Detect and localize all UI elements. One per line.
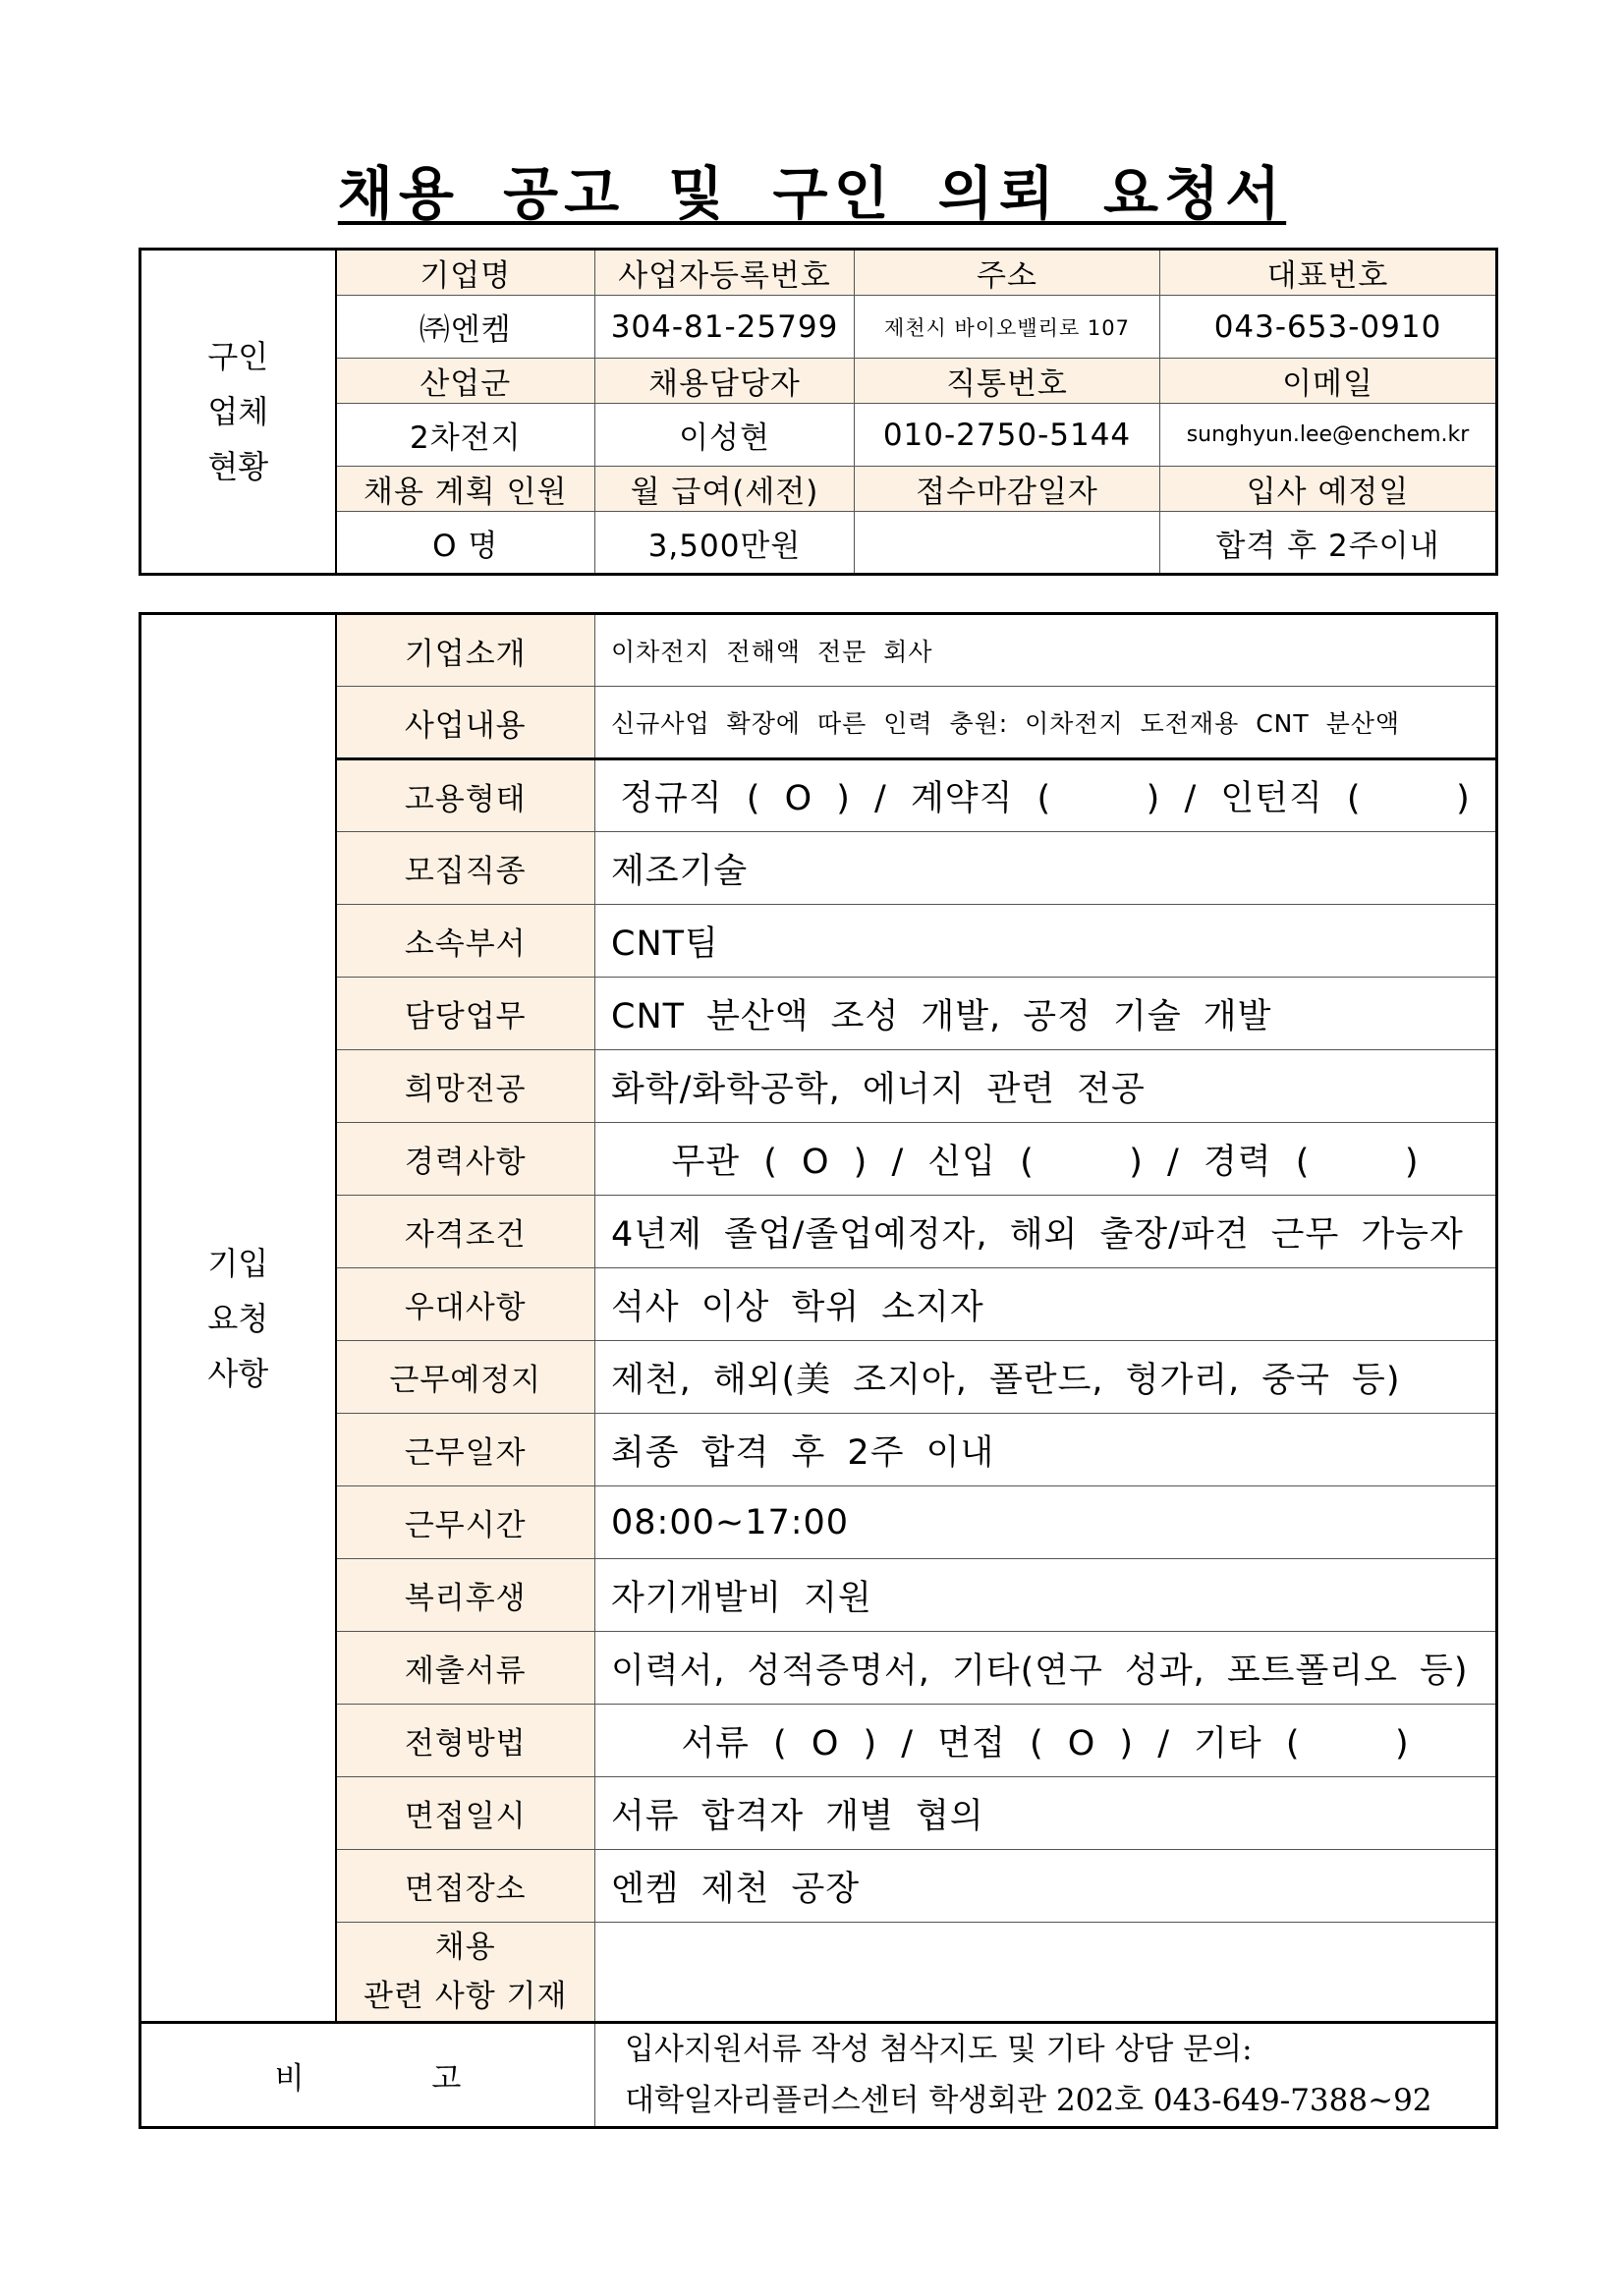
header-main-phone: 대표번호	[1160, 250, 1497, 296]
remarks-line: 입사지원서류 작성 첨삭지도 및 기타 상담 문의:	[625, 2032, 1253, 2067]
value-address: 제천시 바이오밸리로 107	[855, 296, 1160, 359]
row-value-department: CNT팀	[595, 905, 1497, 978]
row-label-work-start: 근무일자	[336, 1414, 595, 1486]
value-direct-phone: 010-2750-5144	[855, 404, 1160, 467]
value-monthly-salary: 3,500만원	[595, 512, 855, 575]
header-address: 주소	[855, 250, 1160, 296]
company-section-label	[140, 250, 336, 575]
row-label-work-location: 근무예정지	[336, 1341, 595, 1414]
request-details-table	[139, 612, 1498, 2129]
header-industry: 산업군	[336, 359, 595, 404]
header-business-number: 사업자등록번호	[595, 250, 855, 296]
row-label-benefits: 복리후생	[336, 1559, 595, 1632]
row-label-duties: 담당업무	[336, 978, 595, 1050]
header-recruiter: 채용담당자	[595, 359, 855, 404]
header-start-date: 입사 예정일	[1160, 467, 1497, 512]
row-value-preferences: 석사 이상 학위 소지자	[595, 1268, 1497, 1341]
row-label-business: 사업내용	[336, 687, 595, 759]
row-value-company-intro: 이차전지 전해액 전문 회사	[595, 614, 1497, 687]
value-business-number: 304-81-25799	[595, 296, 855, 359]
row-value-interview-date: 서류 합격자 개별 협의	[595, 1777, 1497, 1850]
company-section-label-line: 구인	[207, 338, 269, 375]
request-section-label-line: 요청	[207, 1299, 269, 1337]
document-title-text: 채용 공고 및 구인 의뢰 요청서	[337, 160, 1287, 227]
value-application-deadline	[855, 512, 1160, 575]
row-value-selection-method: 서류 ( O ) / 면접 ( O ) / 기타 ( )	[595, 1705, 1497, 1777]
value-start-date: 합격 후 2주이내	[1160, 512, 1497, 575]
value-industry: 2차전지	[336, 404, 595, 467]
header-email: 이메일	[1160, 359, 1497, 404]
row-value-experience: 무관 ( O ) / 신입 ( ) / 경력 ( )	[595, 1123, 1497, 1196]
remarks-value	[595, 2023, 1497, 2128]
document-title	[0, 147, 1624, 230]
row-value-benefits: 자기개발비 지원	[595, 1559, 1497, 1632]
row-value-employment-type: 정규직 ( O ) / 계약직 ( ) / 인턴직 ( )	[595, 759, 1497, 832]
row-label-selection-method: 전형방법	[336, 1705, 595, 1777]
row-label-job-category: 모집직종	[336, 832, 595, 905]
row-value-business: 신규사업 확장에 따른 인력 충원: 이차전지 도전재용 CNT 분산액	[595, 687, 1497, 759]
row-value-work-start: 최종 합격 후 2주 이내	[595, 1414, 1497, 1486]
value-hiring-count: O 명	[336, 512, 595, 575]
company-section-label-line: 현황	[207, 448, 269, 485]
company-section-label-line: 업체	[207, 393, 269, 430]
row-value-work-location: 제천, 해외(美 조지아, 폴란드, 헝가리, 중국 등)	[595, 1341, 1497, 1414]
row-label-interview-date: 면접일시	[336, 1777, 595, 1850]
header-hiring-count: 채용 계획 인원	[336, 467, 595, 512]
remarks-line: 대학일자리플러스센터 학생회관 202호 043-649-7388~92	[625, 2083, 1432, 2118]
row-value-interview-place: 엔켐 제천 공장	[595, 1850, 1497, 1923]
row-value-duties: CNT 분산액 조성 개발, 공정 기술 개발	[595, 978, 1497, 1050]
row-label-extra-notes	[336, 1923, 595, 2023]
row-label-employment-type: 고용형태	[336, 759, 595, 832]
row-value-work-hours: 08:00~17:00	[595, 1486, 1497, 1559]
row-label-extra-notes-line: 관련 사항 기재	[364, 1979, 568, 2014]
row-label-interview-place: 면접장소	[336, 1850, 595, 1923]
request-section-label	[140, 614, 336, 2023]
row-label-company-intro: 기업소개	[336, 614, 595, 687]
row-label-qualifications: 자격조건	[336, 1196, 595, 1268]
row-label-extra-notes-line: 채용	[434, 1930, 496, 1965]
row-label-documents: 제출서류	[336, 1632, 595, 1705]
row-value-documents: 이력서, 성적증명서, 기타(연구 성과, 포트폴리오 등)	[595, 1632, 1497, 1705]
header-application-deadline: 접수마감일자	[855, 467, 1160, 512]
value-email[interactable]: sunghyun.lee@enchem.kr	[1160, 404, 1497, 467]
value-company-name: ㈜엔켐	[336, 296, 595, 359]
row-label-preferred-major: 희망전공	[336, 1050, 595, 1123]
row-value-qualifications: 4년제 졸업/졸업예정자, 해외 출장/파견 근무 가능자	[595, 1196, 1497, 1268]
header-company-name: 기업명	[336, 250, 595, 296]
row-label-work-hours: 근무시간	[336, 1486, 595, 1559]
row-value-preferred-major: 화학/화학공학, 에너지 관련 전공	[595, 1050, 1497, 1123]
value-recruiter: 이성현	[595, 404, 855, 467]
row-value-extra-notes	[595, 1923, 1497, 2023]
request-section-label-line: 기입	[207, 1244, 269, 1282]
value-main-phone: 043-653-0910	[1160, 296, 1497, 359]
row-label-department: 소속부서	[336, 905, 595, 978]
row-label-experience: 경력사항	[336, 1123, 595, 1196]
header-direct-phone: 직통번호	[855, 359, 1160, 404]
header-monthly-salary: 월 급여(세전)	[595, 467, 855, 512]
remarks-label: 비 고	[140, 2023, 595, 2128]
row-value-job-category: 제조기술	[595, 832, 1497, 905]
company-info-table	[139, 248, 1498, 576]
row-label-preferences: 우대사항	[336, 1268, 595, 1341]
request-section-label-line: 사항	[207, 1354, 269, 1392]
